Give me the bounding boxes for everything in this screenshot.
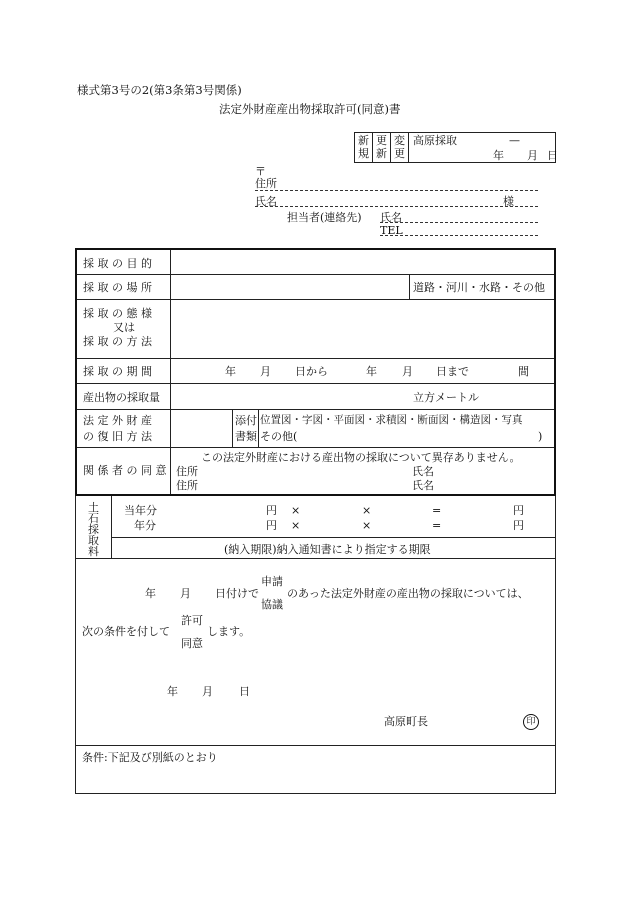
manner-label-1: 採 取 の 態 様 xyxy=(83,307,152,320)
main-table xyxy=(75,248,556,496)
fee-yen-1a: 円 xyxy=(266,504,277,517)
address-line[interactable] xyxy=(255,190,538,191)
contact-name-line[interactable] xyxy=(380,222,538,223)
amount-label: 産出物の採取量 xyxy=(83,391,160,404)
name-line[interactable] xyxy=(255,206,538,207)
purpose-label: 採 取 の 目 的 xyxy=(83,257,152,270)
location-label: 採 取 の 場 所 xyxy=(83,281,152,294)
reference-label: 高原採取 xyxy=(413,134,457,147)
issue-day: 日 xyxy=(239,685,250,698)
renew-cell[interactable]: 更 新 xyxy=(373,133,391,163)
consent-label: 関 係 者 の 同 意 xyxy=(83,464,167,477)
consent-address-1[interactable]: 住所 xyxy=(176,465,198,478)
attach-list[interactable]: 位置図・字図・平面図・求積図・断面図・構造図・写真 xyxy=(260,414,523,426)
perm-day: 日付けで xyxy=(215,587,259,600)
perm-month: 月 xyxy=(180,587,191,600)
period-days: 間 xyxy=(518,365,529,378)
period-year-1: 年 xyxy=(225,365,236,378)
restore-label-1: 法 定 外 財 産 xyxy=(83,414,152,427)
fee-current-year-label: 当年分 xyxy=(124,504,157,517)
change-cell[interactable]: 変 更 xyxy=(391,133,409,163)
seal-icon: 印 xyxy=(523,714,539,730)
consent-name-2[interactable]: 氏名 xyxy=(412,479,434,492)
fee-yen-2a: 円 xyxy=(266,519,277,532)
perm-body: のあった法定外財産の産出物の採取については、 xyxy=(287,587,529,600)
fee-deadline: (納入期限)納入通知書により指定する期限 xyxy=(224,543,431,556)
postal-mark: 〒 xyxy=(255,165,266,178)
perm-apply[interactable]: 申請 xyxy=(261,575,283,588)
fee-times-1a: × xyxy=(291,504,301,517)
perm-consult[interactable]: 協議 xyxy=(261,598,283,611)
attach-other[interactable]: その他( xyxy=(260,430,298,443)
purpose-field[interactable] xyxy=(177,252,549,272)
fee-yen-2b: 円 xyxy=(513,519,524,532)
fee-times-2a: × xyxy=(291,519,301,532)
period-year-2: 年 xyxy=(366,365,377,378)
fee-equals-1: = xyxy=(432,504,442,517)
amount-unit: 立方メートル xyxy=(413,391,479,404)
restore-field[interactable] xyxy=(173,412,229,444)
contact-label: 担当者(連絡先) xyxy=(287,211,362,224)
reference-number-cell[interactable] xyxy=(409,133,556,163)
period-from: 日から xyxy=(295,365,328,378)
fee-times-1b: × xyxy=(362,504,372,517)
location-field[interactable] xyxy=(177,277,403,297)
period-to: 日まで xyxy=(436,365,469,378)
tel-label: TEL xyxy=(380,224,403,237)
location-type-options[interactable]: 道路・河川・水路・その他 xyxy=(413,281,545,294)
name-label: 氏名 xyxy=(255,195,277,208)
honorific: 様 xyxy=(503,195,514,208)
ref-day: 日 xyxy=(547,149,558,162)
perm-conditions-prefix: 次の条件を付して xyxy=(82,625,170,638)
attach-close: ) xyxy=(538,430,543,443)
consent-text: この法定外財産における産出物の採取について異存ありません。 xyxy=(201,451,521,464)
period-label: 採 取 の 期 間 xyxy=(83,365,152,378)
document-title: 法定外財産産出物採取許可(同意)書 xyxy=(219,102,401,116)
attach-label-2: 書類 xyxy=(235,430,257,443)
fee-year-label: 年分 xyxy=(134,519,156,532)
attach-label-1: 添付 xyxy=(235,414,257,427)
perm-permit[interactable]: 許可 xyxy=(181,614,203,627)
period-month-2: 月 xyxy=(402,365,413,378)
tel-line[interactable] xyxy=(380,235,538,236)
issue-month: 月 xyxy=(202,685,213,698)
restore-label-2: の 復 旧 方 法 xyxy=(83,430,152,443)
fee-times-2b: × xyxy=(362,519,372,532)
period-month-1: 月 xyxy=(260,365,271,378)
perm-suffix: します。 xyxy=(207,625,251,638)
ref-month: 月 xyxy=(527,149,538,162)
new-cell[interactable]: 新 規 xyxy=(355,133,373,163)
consent-name-1[interactable]: 氏名 xyxy=(412,465,434,478)
application-type-box xyxy=(354,132,556,163)
mayor-name: 高原町長 xyxy=(384,715,428,728)
fee-permission-frame xyxy=(75,496,556,794)
perm-year: 年 xyxy=(145,587,156,600)
manner-field[interactable] xyxy=(177,302,549,356)
ref-year: 年 xyxy=(493,149,504,162)
consent-address-2[interactable]: 住所 xyxy=(176,479,198,492)
reference-dash: — xyxy=(509,134,520,147)
amount-field[interactable] xyxy=(177,387,405,407)
fee-yen-1b: 円 xyxy=(513,504,524,517)
manner-label-2: 又は xyxy=(113,321,135,334)
form-number: 様式第3号の2(第3条第3号関係) xyxy=(77,83,242,97)
issue-year: 年 xyxy=(167,685,178,698)
conditions-text: 条件:下記及び別紙のとおり xyxy=(82,751,218,764)
address-label: 住所 xyxy=(255,177,277,190)
fee-equals-2: = xyxy=(432,519,442,532)
contact-name-label: 氏名 xyxy=(380,211,402,224)
perm-consent[interactable]: 同意 xyxy=(181,637,203,650)
manner-label-3: 採 取 の 方 法 xyxy=(83,335,152,348)
fee-label: 土 石 採 取 料 xyxy=(88,501,99,558)
